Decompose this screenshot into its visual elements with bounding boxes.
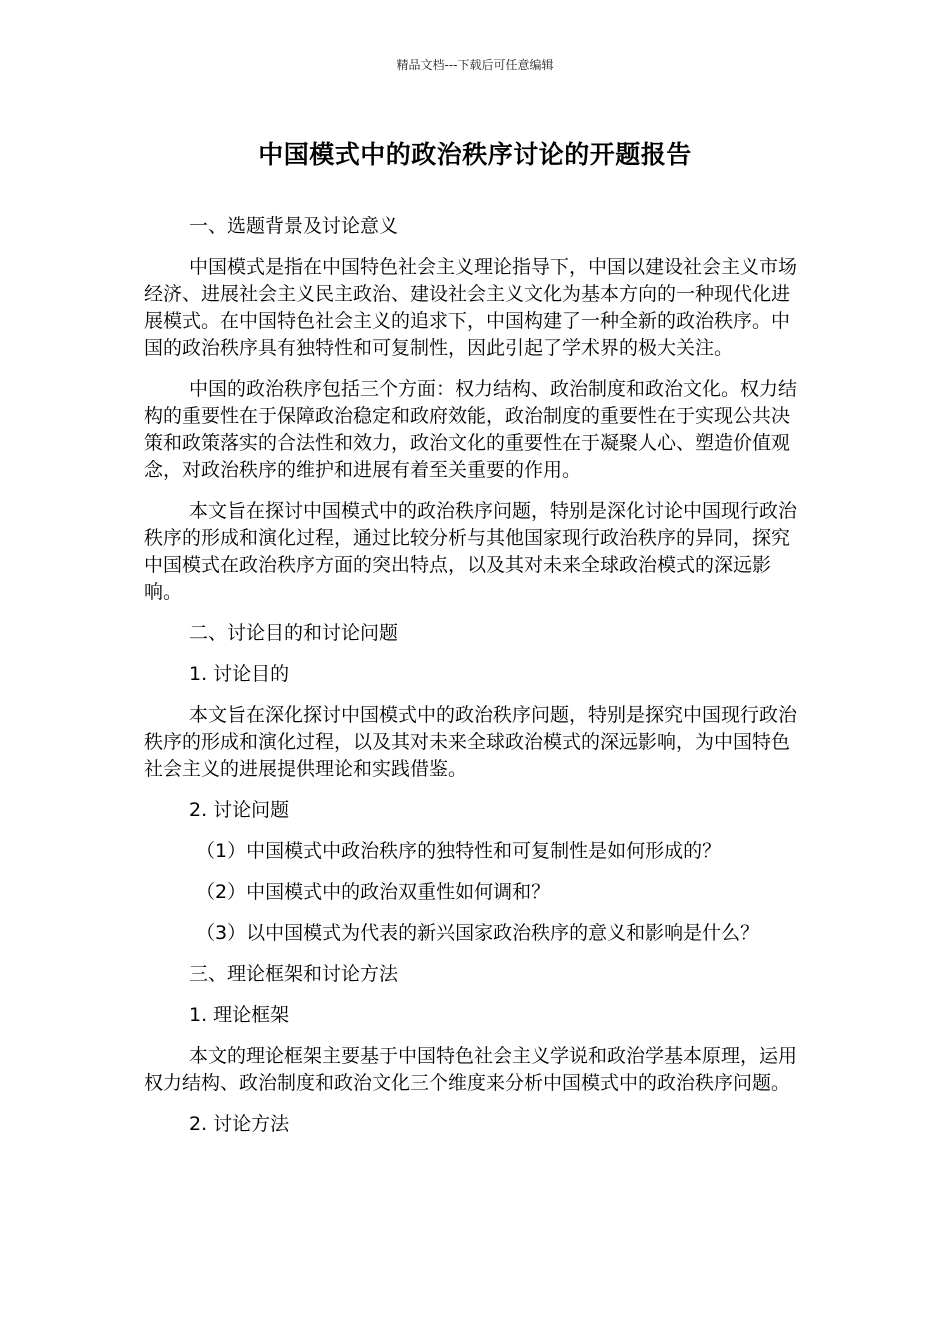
page-title: 中国模式中的政治秩序讨论的开题报告 <box>258 140 692 169</box>
section3-sub1-paragraph: 本文的理论框架主要基于中国特色社会主义学说和政治学基本原理，运用权力结构、政治制度和政治文化三个维度来分析中国模式中的政治秩序问题。 <box>144 1045 798 1094</box>
section1-paragraph-1: 中国模式是指在中国特色社会主义理论指导下，中国以建设社会主义市场经济、进展社会主义民主政治、建设社会主义文化为基本方向的一种现代化进展模式。在中国特色社会主义的追求下，中国构建了一种全新的政治秩序。中国的政治秩序具有独特性和可复制性，因此引起了学术界的极大关注。 <box>144 256 798 359</box>
section3-heading: 三、理论框架和讨论方法 <box>189 963 399 985</box>
section2-sub1-paragraph: 本文旨在深化探讨中国模式中的政治秩序问题，特别是探究中国现行政治秩序的形成和演化过程，以及其对未来全球政治模式的深远影响，为中国特色社会主义的进展提供理论和实践借鉴。 <box>144 704 798 780</box>
section3-sub2-heading: 2. 讨论方法 <box>189 1113 290 1135</box>
section2-sub2-heading: 2. 讨论问题 <box>189 799 290 821</box>
question-item-1: （1）中国模式中政治秩序的独特性和可复制性是如何形成的？ <box>196 840 722 862</box>
section3-sub1-heading: 1. 理论框架 <box>189 1004 290 1026</box>
question-item-2: （2）中国模式中的政治双重性如何调和？ <box>196 881 551 903</box>
section1-heading: 一、选题背景及讨论意义 <box>189 215 399 237</box>
header-note: 精品文档---下载后可任意编辑 <box>396 58 554 72</box>
document-body <box>144 213 804 1152</box>
section2-sub1-heading: 1. 讨论目的 <box>189 663 290 685</box>
section1-paragraph-3: 本文旨在探讨中国模式中的政治秩序问题，特别是深化讨论中国现行政治秩序的形成和演化过程，通过比较分析与其他国家现行政治秩序的异同，探究中国模式在政治秩序方面的突出特点，以及其对未来全球政治模式的深远影响。 <box>144 500 798 603</box>
section2-heading: 二、讨论目的和讨论问题 <box>189 622 399 644</box>
question-item-3: （3）以中国模式为代表的新兴国家政治秩序的意义和影响是什么？ <box>196 922 760 944</box>
section1-paragraph-2: 中国的政治秩序包括三个方面：权力结构、政治制度和政治文化。权力结构的重要性在于保障政治稳定和政府效能，政治制度的重要性在于实现公共决策和政策落实的合法性和效力，政治文化的重要性在于凝聚人心、塑造价值观念，对政治秩序的维护和进展有着至关重要的作用。 <box>144 378 798 481</box>
